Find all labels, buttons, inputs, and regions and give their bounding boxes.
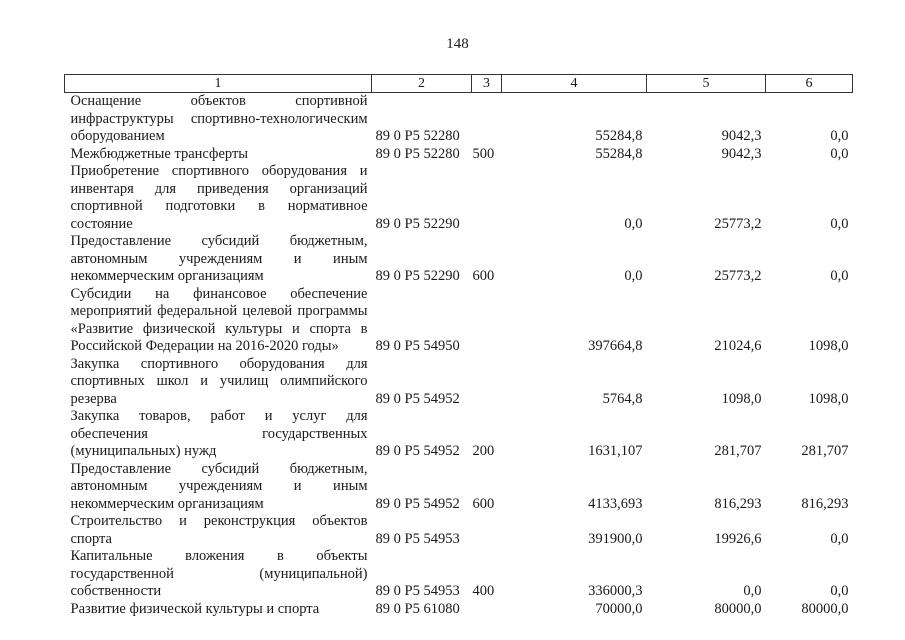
row-value-4: 0,0 <box>624 268 643 284</box>
row-value-5: 1098,0 <box>721 390 762 407</box>
row-value-5: 25773,2 <box>714 268 762 284</box>
column-header-2: 2 <box>372 75 472 93</box>
row-code: 89 0 P5 54950 <box>375 338 460 354</box>
row-value-4: 55284,8 <box>595 128 643 144</box>
row-value-4: 70000,0 <box>595 600 643 617</box>
row-value-4: 0,0 <box>624 215 643 232</box>
row-code: 89 0 P5 61080 <box>375 600 460 617</box>
table-row <box>65 163 853 233</box>
row-value-4: 336000,3 <box>588 583 643 599</box>
row-value-4: 1631,107 <box>588 443 643 459</box>
table-row <box>65 93 853 146</box>
table-row <box>65 408 853 461</box>
column-header-5: 5 <box>647 75 766 93</box>
row-expense-type <box>472 163 502 233</box>
row-value-4: 4133,693 <box>588 495 643 512</box>
row-value-6: 281,707 <box>801 443 849 459</box>
row-value-6: 0,0 <box>830 215 849 232</box>
row-code: 89 0 P5 54952 <box>375 495 460 512</box>
row-value-4: 391900,0 <box>588 530 643 547</box>
row-name: Капитальные вложения в объекты государственной (муниципальной) собственности <box>70 548 368 599</box>
table-row <box>65 461 853 514</box>
row-expense-type: 600 <box>472 268 495 284</box>
row-expense-type: 600 <box>472 495 495 512</box>
table-row <box>65 513 853 548</box>
row-expense-type <box>472 286 502 356</box>
table-row <box>65 233 853 286</box>
row-code: 89 0 P5 52280 <box>375 128 460 144</box>
row-code: 89 0 P5 52290 <box>375 215 460 232</box>
row-code: 89 0 P5 54952 <box>375 390 460 407</box>
row-name: Закупка спортивного оборудования для спортивных школ и училищ олимпийского резерва <box>70 355 368 407</box>
table-row <box>65 548 853 601</box>
row-code: 89 0 P5 52280 <box>375 145 460 162</box>
row-expense-type <box>472 513 502 548</box>
row-value-5: 19926,6 <box>714 530 762 547</box>
row-value-6: 0,0 <box>830 145 849 162</box>
row-expense-type <box>472 356 502 409</box>
row-value-6: 80000,0 <box>801 600 849 617</box>
row-value-6: 816,293 <box>801 495 849 512</box>
column-header-1: 1 <box>65 75 372 93</box>
row-value-5: 9042,3 <box>721 145 762 162</box>
row-code: 89 0 P5 54953 <box>375 583 460 599</box>
row-expense-type: 400 <box>472 583 495 599</box>
row-name: Строительство и реконструкция объектов спорта <box>70 513 368 547</box>
row-expense-type <box>472 601 502 619</box>
row-expense-type <box>472 93 502 146</box>
row-name: Закупка товаров, работ и услуг для обеспечения государственных (муниципальных) нужд <box>70 408 368 459</box>
row-name: Оснащение объектов спортивной инфраструктуры спортивно-технологическим оборудованием <box>70 93 368 144</box>
column-header-4: 4 <box>502 75 647 93</box>
row-value-5: 21024,6 <box>714 338 762 354</box>
row-value-4: 5764,8 <box>602 390 643 407</box>
column-header-3: 3 <box>472 75 502 93</box>
row-name: Предоставление субсидий бюджетным, автономным учреждениям и иным некоммерческим организациям <box>70 233 368 284</box>
row-value-6: 1098,0 <box>808 390 849 407</box>
row-name: Предоставление субсидий бюджетным, автономным учреждениям и иным некоммерческим организациям <box>70 460 368 512</box>
table-row <box>65 286 853 356</box>
row-value-5: 9042,3 <box>721 128 762 144</box>
page-number: 148 <box>446 36 469 52</box>
column-header-6: 6 <box>766 75 853 93</box>
row-name: Межбюджетные трансферты <box>70 145 249 162</box>
table-row <box>65 146 853 164</box>
table-row <box>65 601 853 619</box>
row-value-6: 1098,0 <box>808 338 849 354</box>
row-value-4: 397664,8 <box>588 338 643 354</box>
row-value-5: 816,293 <box>714 495 762 512</box>
row-value-6: 0,0 <box>830 583 849 599</box>
row-name: Субсидии на финансовое обеспечение мероприятий федеральной целевой программы «Развитие физической культуры и спорта в Российской Федерации на 2016-2020 годы» <box>70 285 368 354</box>
row-name: Развитие физической культуры и спорта <box>70 600 320 617</box>
table-row <box>65 356 853 409</box>
table-header-row <box>65 75 853 93</box>
row-expense-type: 500 <box>472 145 495 162</box>
row-value-6: 0,0 <box>830 128 849 144</box>
row-value-6: 0,0 <box>830 530 849 547</box>
row-code: 89 0 P5 52290 <box>375 268 460 284</box>
row-value-5: 80000,0 <box>714 600 762 617</box>
row-value-5: 25773,2 <box>714 215 762 232</box>
row-name: Приобретение спортивного оборудования и инвентаря для приведения организаций спортивной подготовки в нормативное состояние <box>70 163 368 232</box>
budget-table <box>64 74 853 618</box>
row-code: 89 0 P5 54952 <box>375 443 460 459</box>
row-expense-type: 200 <box>472 443 495 459</box>
row-value-6: 0,0 <box>830 268 849 284</box>
row-code: 89 0 P5 54953 <box>375 530 460 547</box>
row-value-4: 55284,8 <box>595 145 643 162</box>
row-value-5: 281,707 <box>714 443 762 459</box>
row-value-5: 0,0 <box>743 583 762 599</box>
